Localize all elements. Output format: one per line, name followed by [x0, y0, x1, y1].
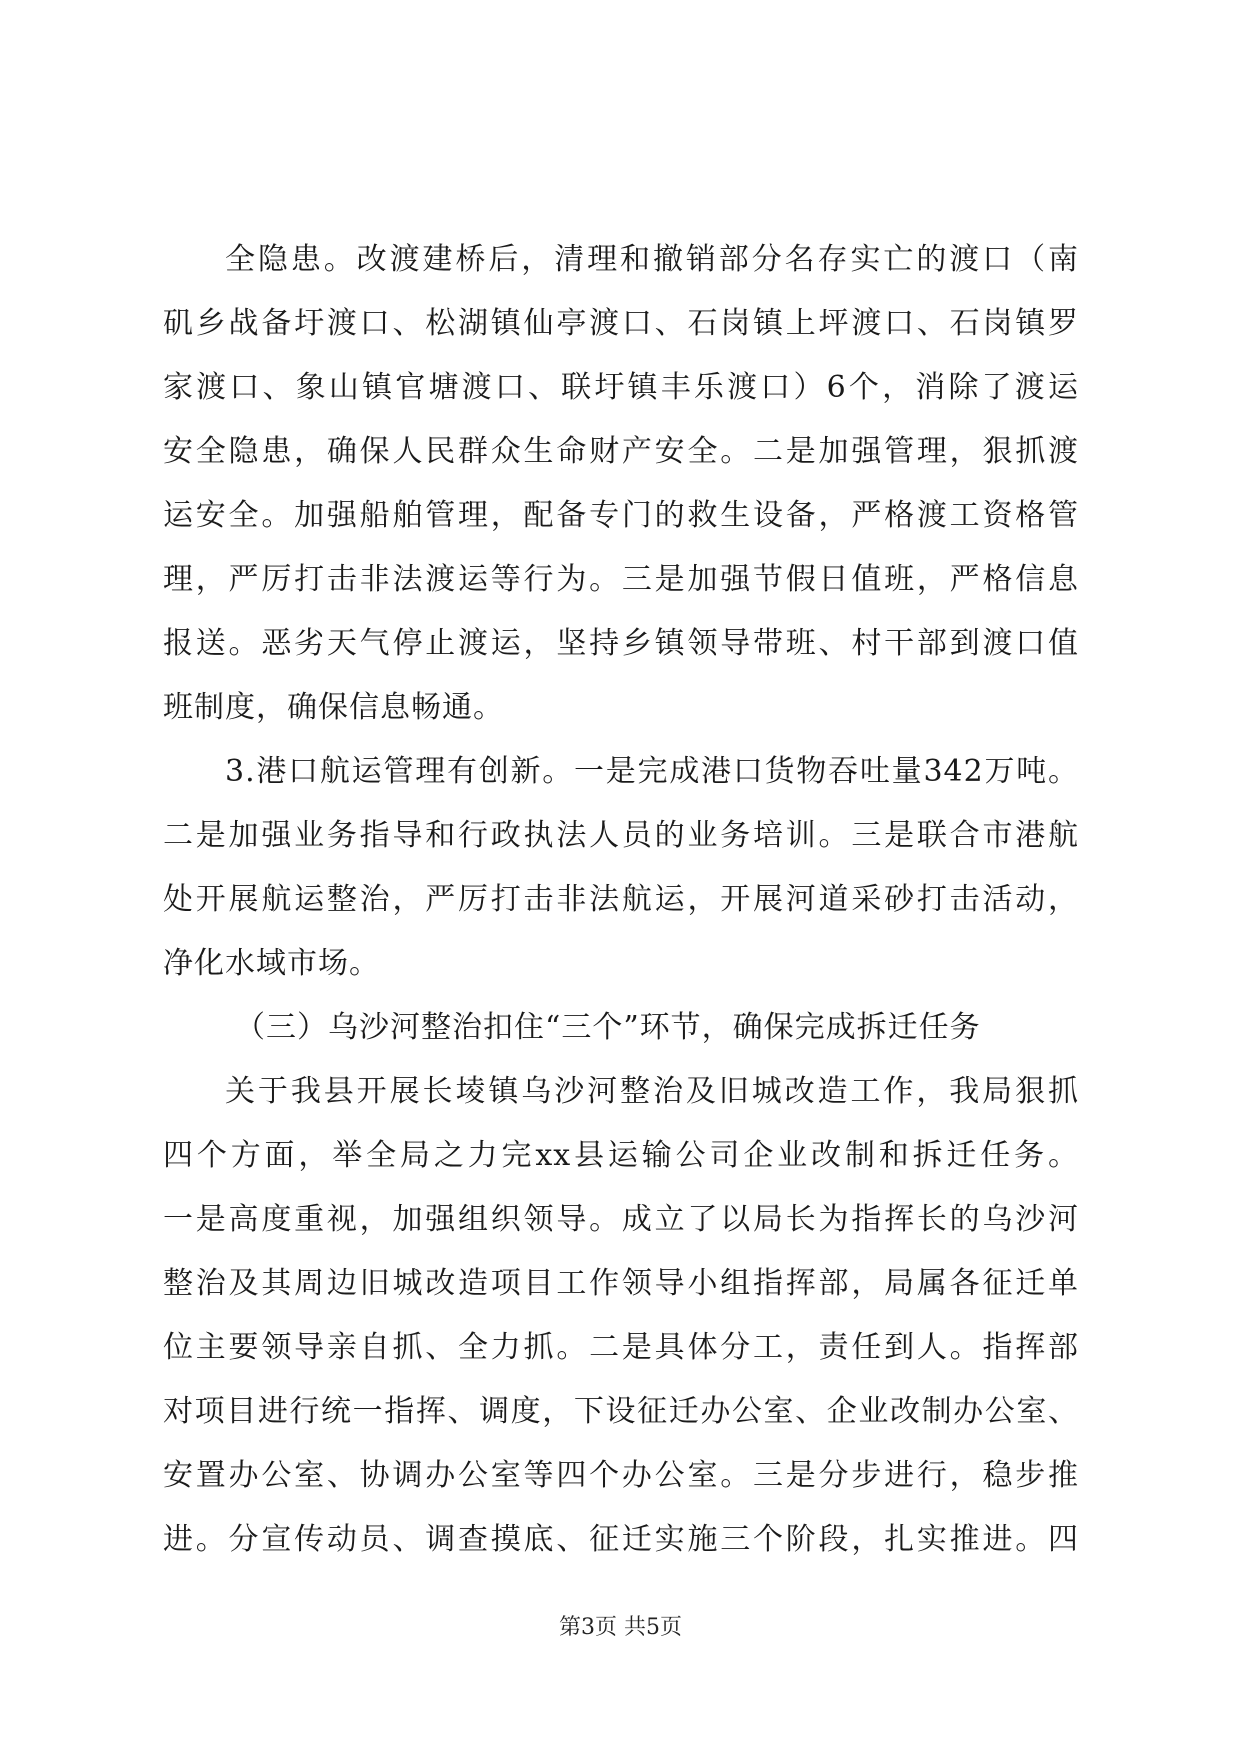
text-line: 一是高度重视，加强组织领导。成立了以局长为指挥长的乌沙河	[163, 1202, 1079, 1237]
section-heading: （三）乌沙河整治扣住“三个”环节，确保完成拆迁任务	[235, 1010, 981, 1045]
text-line: 进。分宣传动员、调查摸底、征迁实施三个阶段，扎实推进。四	[163, 1522, 1079, 1557]
text-line: 安全隐患，确保人民群众生命财产安全。二是加强管理，狠抓渡	[163, 434, 1079, 469]
text-line: 位主要领导亲自抓、全力抓。二是具体分工，责任到人。指挥部	[163, 1330, 1079, 1365]
text-line: 安置办公室、协调办公室等四个办公室。三是分步进行，稳步推	[163, 1458, 1079, 1493]
text-line: 净化水域市场。	[163, 946, 380, 981]
text-line: 整治及其周边旧城改造项目工作领导小组指挥部，局属各征迁单	[163, 1266, 1079, 1301]
text-line: 运安全。加强船舶管理，配备专门的救生设备，严格渡工资格管	[163, 498, 1079, 533]
text-line: 全隐患。改渡建桥后，清理和撤销部分名存实亡的渡口（南	[225, 242, 1079, 277]
page-footer	[0, 1610, 1241, 1641]
document-body	[163, 228, 1079, 1572]
text-line: 3.港口航运管理有创新。一是完成港口货物吞吐量342万吨。	[225, 754, 1079, 789]
text-line: 家渡口、象山镇官塘渡口、联圩镇丰乐渡口）6个，消除了渡运	[163, 370, 1079, 405]
text-line: 关于我县开展长堎镇乌沙河整治及旧城改造工作，我局狠抓	[225, 1074, 1079, 1109]
text-line: 班制度，确保信息畅通。	[163, 690, 504, 725]
text-line: 处开展航运整治，严厉打击非法航运，开展河道采砂打击活动，	[163, 882, 1079, 917]
text-line: 矶乡战备圩渡口、松湖镇仙亭渡口、石岗镇上坪渡口、石岗镇罗	[163, 306, 1079, 341]
text-line: 二是加强业务指导和行政执法人员的业务培训。三是联合市港航	[163, 818, 1079, 853]
text-line: 四个方面，举全局之力完xx县运输公司企业改制和拆迁任务。	[163, 1138, 1079, 1173]
text-line: 理，严厉打击非法渡运等行为。三是加强节假日值班，严格信息	[163, 562, 1079, 597]
text-line: 对项目进行统一指挥、调度，下设征迁办公室、企业改制办公室、	[163, 1394, 1079, 1429]
page-number-label: 第3页 共5页	[559, 1615, 682, 1640]
text-line: 报送。恶劣天气停止渡运，坚持乡镇领导带班、村干部到渡口值	[163, 626, 1079, 661]
